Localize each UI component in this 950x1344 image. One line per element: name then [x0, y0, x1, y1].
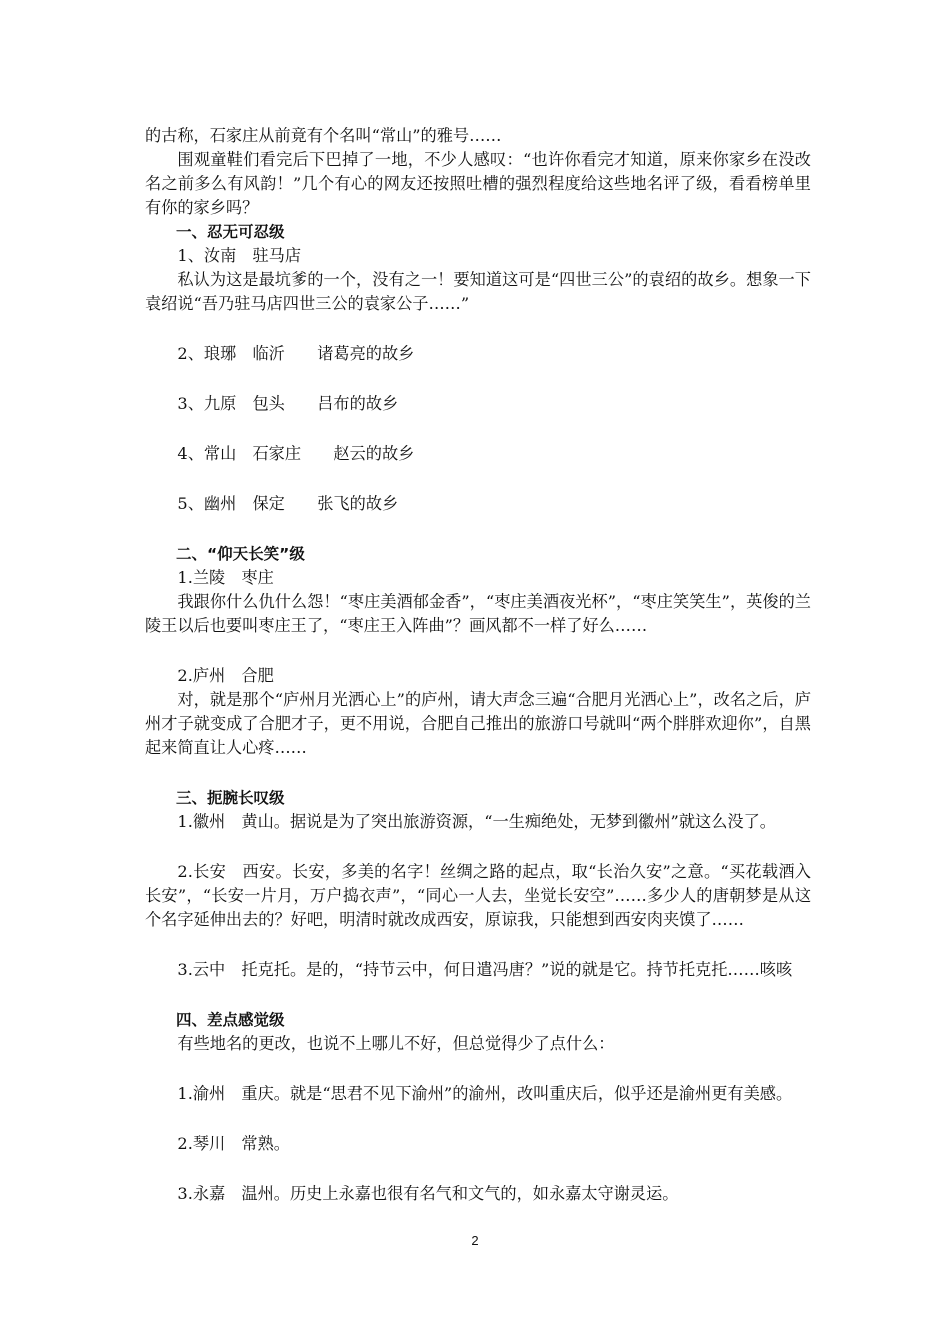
list-item: 1、汝南 驻马店	[177, 246, 302, 265]
section-heading-4: 四、差点感觉级	[176, 1011, 285, 1029]
list-item: 4、常山 石家庄 赵云的故乡	[177, 444, 415, 463]
paragraph: 有些地名的更改，也说不上哪儿不好，但总觉得少了点什么：	[177, 1034, 615, 1053]
section-heading-2: 二、“仰天长笑”级	[176, 545, 305, 563]
section-heading-3: 三、扼腕长叹级	[176, 789, 285, 807]
paragraph: 1.渝州 重庆。就是“思君不见下渝州”的渝州，改叫重庆后，似乎还是渝州更有美感。	[177, 1084, 793, 1103]
list-item: 2、琅琊 临沂 诸葛亮的故乡	[177, 344, 415, 363]
paragraph: 3.云中 托克托。是的，“持节云中，何日遣冯唐？”说的就是它。持节托克托……咳咳	[177, 960, 793, 979]
list-item: 3、九原 包头 吕布的故乡	[177, 394, 399, 413]
paragraph: 私认为这是最坑爹的一个，没有之一！要知道这可是“四世三公”的袁绍的故乡。想象一下袁绍说“吾乃驻马店四世三公的袁家公子……”	[145, 270, 811, 313]
list-item: 5、幽州 保定 张飞的故乡	[177, 494, 399, 513]
paragraph: 2.琴川 常熟。	[177, 1134, 290, 1153]
list-item: 1.兰陵 枣庄	[177, 568, 274, 587]
paragraph: 1.徽州 黄山。据说是为了突出旅游资源，“一生痴绝处，无梦到徽州”就这么没了。	[177, 812, 776, 831]
paragraph: 我跟你什么仇什么怨！“枣庄美酒郁金香”，“枣庄美酒夜光杯”，“枣庄笑笑生”，英俊的兰陵王以后也要叫枣庄王了，“枣庄王入阵曲”？画风都不一样了好么……	[145, 592, 811, 635]
paragraph: 围观童鞋们看完后下巴掉了一地，不少人感叹：“也许你看完才知道，原来你家乡在没改名之前多么有风韵！”几个有心的网友还按照吐槽的强烈程度给这些地名评了级，看看榜单里有你的家乡吗？	[145, 150, 811, 217]
document-body	[145, 124, 811, 1206]
list-item: 2.庐州 合肥	[177, 666, 274, 685]
paragraph: 对，就是那个“庐州月光洒心上”的庐州，请大声念三遍“合肥月光洒心上”，改名之后，庐州才子就变成了合肥才子，更不用说，合肥自己推出的旅游口号就叫“两个胖胖欢迎你”，自黑起来简直让人心疼……	[145, 690, 811, 757]
page-number: 2	[471, 1233, 479, 1248]
paragraph: 2.长安 西安。长安，多美的名字！丝绸之路的起点，取“长治久安”之意。“买花载酒入长安”，“长安一片月，万户捣衣声”，“同心一人去，坐觉长安空”……多少人的唐朝梦是从这个名字延伸出去的？好吧，明清时就改成西安，原谅我，只能想到西安肉夹馍了……	[145, 862, 811, 929]
paragraph: 3.永嘉 温州。历史上永嘉也很有名气和文气的，如永嘉太守谢灵运。	[177, 1184, 679, 1203]
section-heading-1: 一、忍无可忍级	[176, 223, 285, 241]
paragraph: 的古称，石家庄从前竟有个名叫“常山”的雅号……	[145, 126, 502, 145]
